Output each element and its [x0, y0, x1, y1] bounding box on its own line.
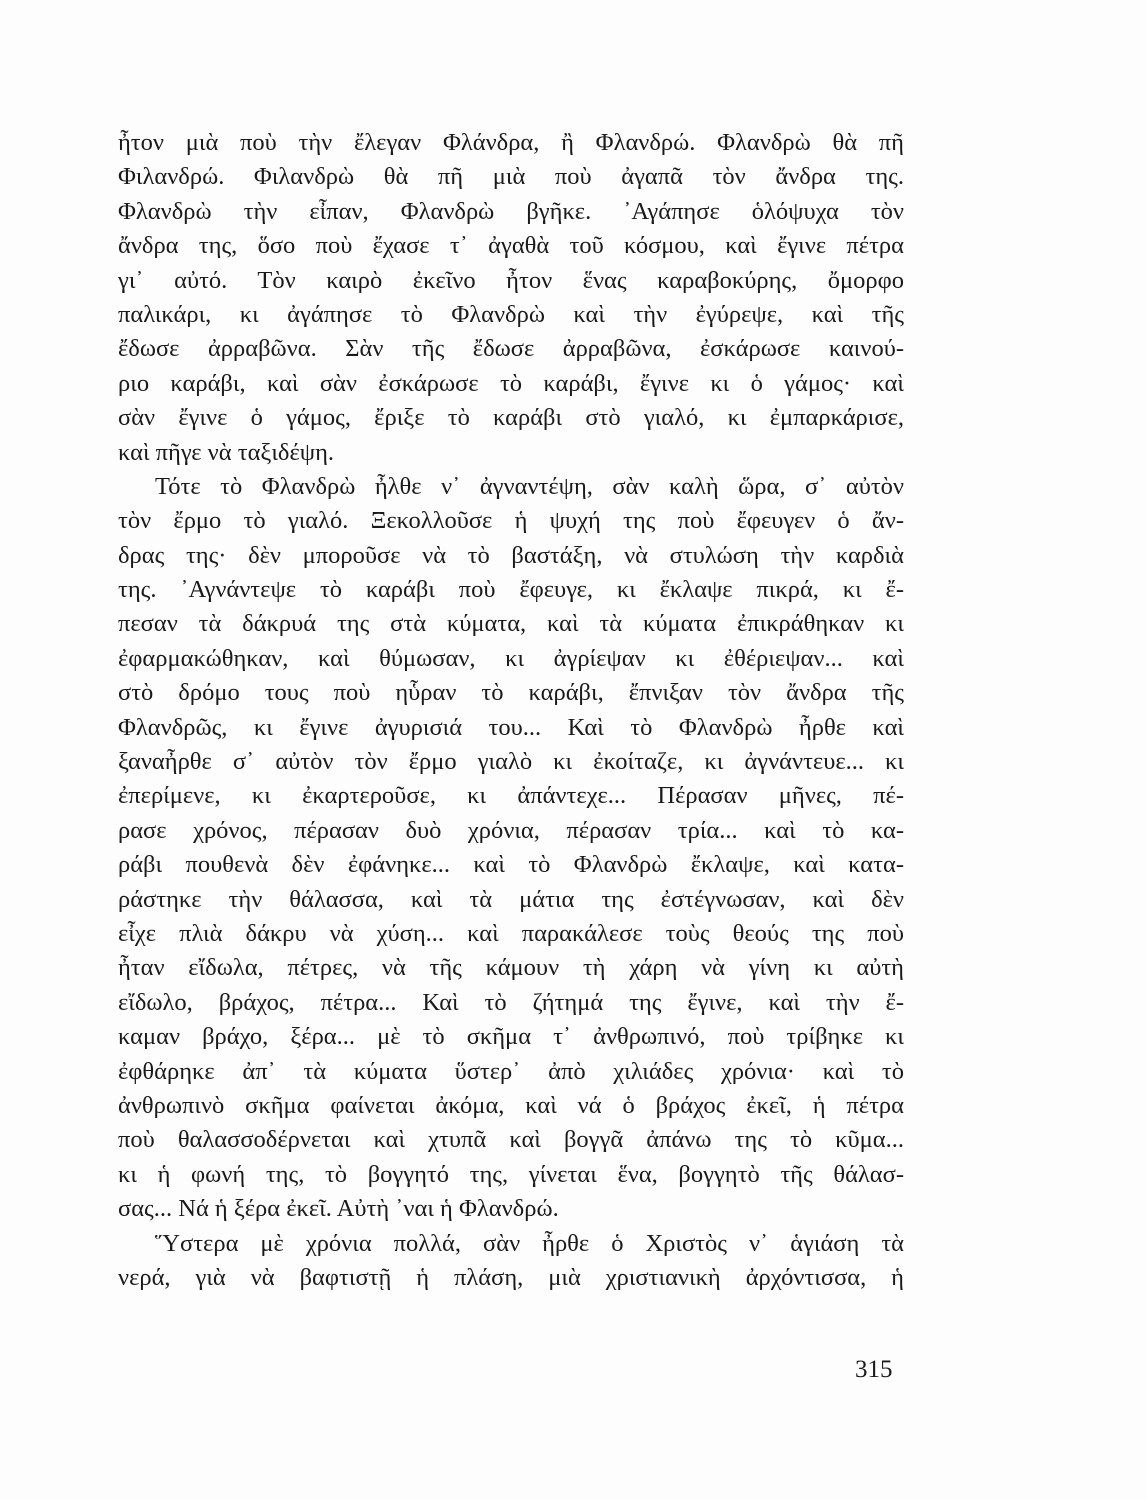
text-line: ἐπερίμενε, κι ἐκαρτεροῦσε, κι ἀπάντεχε... Πέρασαν μῆνες, πέ- [118, 782, 904, 810]
text-line: παλικάρι, κι ἀγάπησε τὸ Φλανδρὼ καὶ τὴν ἐγύρεψε, καὶ τῆς [118, 300, 904, 328]
text-line: ριο καράβι, καὶ σὰν ἐσκάρωσε τὸ καράβι, ἔγινε κι ὁ γάμος· καὶ [118, 369, 904, 397]
text-line: κι ἡ φωνή της, τὸ βογγητό της, γίνεται ἕνα, βογγητὸ τῆς θάλασ- [118, 1160, 904, 1188]
text-line: ἔδωσε ἀρραβῶνα. Σὰν τῆς ἔδωσε ἀρραβῶνα, ἐσκάρωσε καινού- [118, 335, 904, 363]
text-line: δρας της· δὲν μποροῦσε νὰ τὸ βαστάξη, νὰ στυλώση τὴν καρδιὰ [118, 541, 904, 569]
text-line: της. ᾽Αγνάντεψε τὸ καράβι ποὺ ἔφευγε, κι ἔκλαψε πικρά, κι ἔ- [118, 576, 904, 604]
text-line: καμαν βράχο, ξέρα... μὲ τὸ σκῆμα τ᾽ ἀνθρωπινό, ποὺ τρίβηκε κι [118, 1023, 904, 1051]
text-line: ράβι πουθενὰ δὲν ἐφάνηκε... καὶ τὸ Φλανδρὼ ἔκλαψε, καὶ κατα- [118, 851, 904, 879]
text-line: σὰν ἔγινε ὁ γάμος, ἔριξε τὸ καράβι στὸ γιαλό, κι ἐμπαρκάρισε, [118, 404, 904, 432]
text-line: ποὺ θαλασσοδέρνεται καὶ χτυπᾶ καὶ βογγᾶ ἀπάνω της τὸ κῦμα... [118, 1126, 904, 1154]
text-line: ἐφθάρηκε ἀπ᾽ τὰ κύματα ὕστερ᾽ ἀπὸ χιλιάδες χρόνια· καὶ τὸ [118, 1057, 904, 1085]
body-text [118, 126, 904, 1295]
text-line: Φλανδρὼ τὴν εἶπαν, Φλανδρὼ βγῆκε. ᾽Αγάπησε ὁλόψυχα τὸν [118, 197, 904, 225]
text-line: γι᾽ αὐτό. Τὸν καιρὸ ἐκεῖνο ἦτον ἕνας καραβοκύρης, ὄμορφο [118, 266, 904, 294]
text-line: εἴδωλο, βράχος, πέτρα... Καὶ τὸ ζήτημά της ἔγινε, καὶ τὴν ἔ- [118, 988, 904, 1016]
text-line: ἄνδρα της, ὅσο ποὺ ἔχασε τ᾽ ἀγαθὰ τοῦ κόσμου, καὶ ἔγινε πέτρα [118, 232, 904, 260]
text-line: ἐφαρμακώθηκαν, καὶ θύμωσαν, κι ἀγρίεψαν κι ἐθέριεψαν... καὶ [118, 644, 904, 672]
text-line: νερά, γιὰ νὰ βαφτιστῇ ἡ πλάση, μιὰ χριστιανικὴ ἀρχόντισσα, ἡ [118, 1263, 904, 1291]
text-line: Φιλανδρώ. Φιλανδρὼ θὰ πῆ μιὰ ποὺ ἀγαπᾶ τὸν ἄνδρα της. [118, 163, 904, 191]
text-line: πεσαν τὰ δάκρυά της στὰ κύματα, καὶ τὰ κύματα ἐπικράθηκαν κι [118, 610, 904, 638]
text-line: ἦτον μιὰ ποὺ τὴν ἔλεγαν Φλάνδρα, ἢ Φλανδρώ. Φλανδρὼ θὰ πῆ [118, 129, 904, 156]
page-number: 315 [855, 1356, 893, 1383]
text-line: ρασε χρόνος, πέρασαν δυὸ χρόνια, πέρασαν τρία... καὶ τὸ κα- [118, 816, 904, 844]
text-line: καὶ πῆγε νὰ ταξιδέψη. [118, 438, 335, 466]
text-line: σας... Νά ἡ ξέρα ἐκεῖ. Αὐτὴ ᾽ναι ἡ Φλανδρώ. [118, 1195, 559, 1223]
text-line: Ὕστερα μὲ χρόνια πολλά, σὰν ἦρθε ὁ Χριστὸς ν᾽ ἁγιάση τὰ [155, 1229, 904, 1257]
text-line: ράστηκε τὴν θάλασσα, καὶ τὰ μάτια της ἐστέγνωσαν, καὶ δὲν [118, 885, 904, 913]
text-line: ξαναἦρθε σ᾽ αὐτὸν τὸν ἔρμο γιαλὸ κι ἐκοίταζε, κι ἀγνάντευε... κι [118, 748, 904, 776]
text-line: εἶχε πλιὰ δάκρυ νὰ χύση... καὶ παρακάλεσε τοὺς θεούς της ποὺ [118, 919, 904, 947]
text-line: τὸν ἔρμο τὸ γιαλό. Ξεκολλοῦσε ἡ ψυχή της ποὺ ἔφευγεν ὁ ἄν- [118, 507, 904, 535]
text-line: Φλανδρῶς, κι ἔγινε ἀγυρισιά του... Καὶ τὸ Φλανδρὼ ἦρθε καὶ [118, 713, 904, 741]
text-line: ἀνθρωπινὸ σκῆμα φαίνεται ἀκόμα, καὶ νά ὁ βράχος ἐκεῖ, ἡ πέτρα [118, 1091, 904, 1119]
text-line: στὸ δρόμο τους ποὺ ηὗραν τὸ καράβι, ἔπνιξαν τὸν ἄνδρα τῆς [118, 679, 904, 707]
text-line: Τότε τὸ Φλανδρὼ ἦλθε ν᾽ ἀγναντέψη, σὰν καλὴ ὥρα, σ᾽ αὐτὸν [155, 472, 904, 500]
text-line: ἦταν εἴδωλα, πέτρες, νὰ τῆς κάμουν τὴ χάρη νὰ γίνη κι αὐτὴ [118, 954, 904, 982]
